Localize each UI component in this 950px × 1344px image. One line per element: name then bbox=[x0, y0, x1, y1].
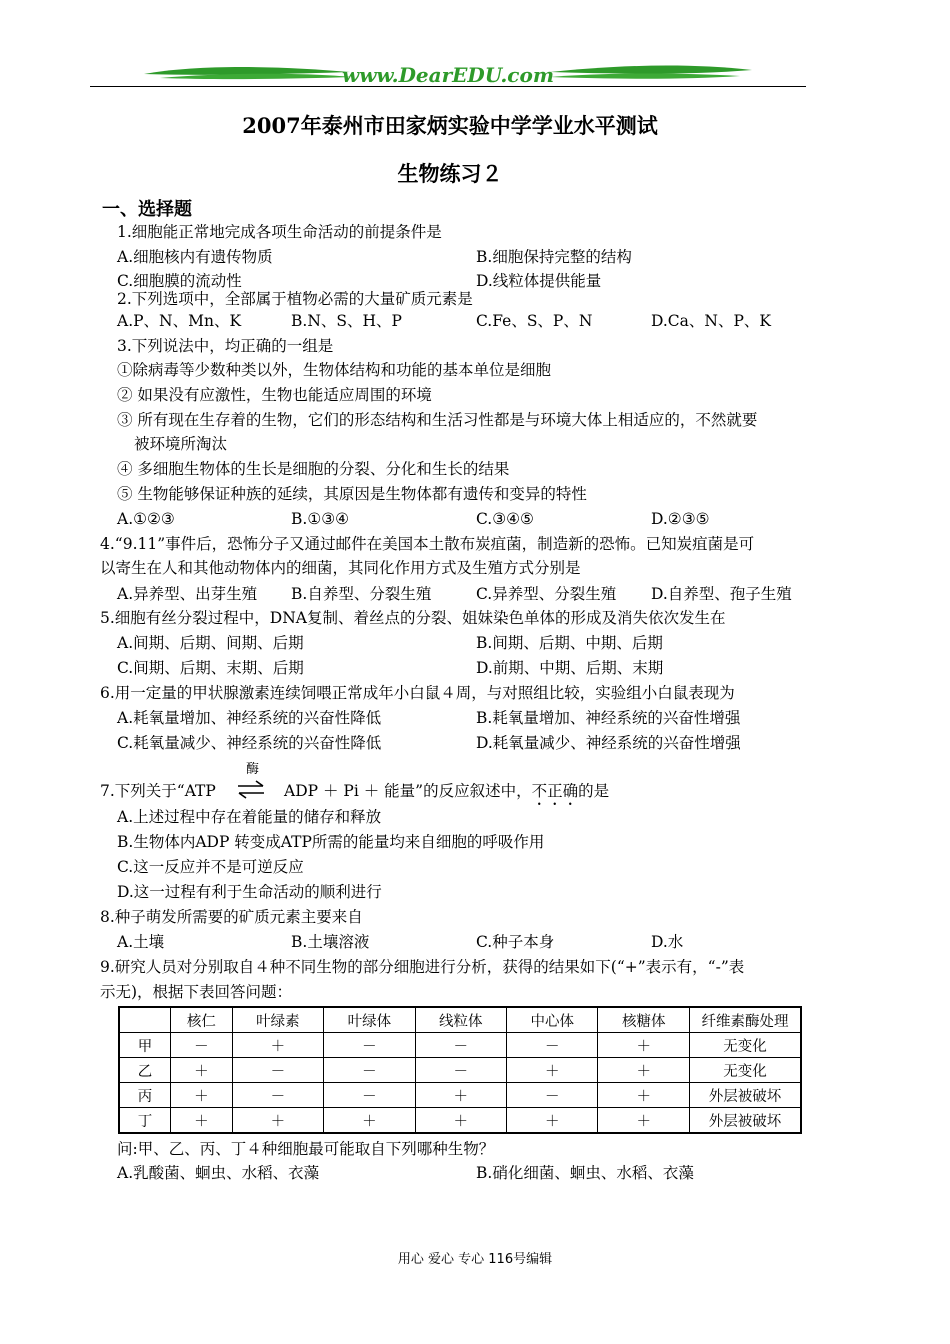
q8-stem: 8.种子萌发所需要的矿质元素主要来自 bbox=[100, 908, 363, 926]
q3-option-b: B.①③④ bbox=[291, 510, 350, 528]
q3-option-a: A.①②③ bbox=[117, 510, 175, 528]
q7-stem-end: 的是 bbox=[578, 782, 610, 800]
table-cell: ＋ bbox=[415, 1108, 506, 1134]
table-cell: － bbox=[232, 1083, 323, 1108]
table-cell: － bbox=[324, 1033, 415, 1058]
table-cell: ＋ bbox=[507, 1058, 598, 1083]
table-cell: － bbox=[324, 1083, 415, 1108]
site-url: www.DearEDU.com bbox=[341, 63, 555, 87]
table-cell: ＋ bbox=[232, 1033, 323, 1058]
section-heading: 一、选择题 bbox=[102, 199, 192, 220]
q9-option-b: B.硝化细菌、蛔虫、水稻、衣藻 bbox=[476, 1164, 694, 1182]
table-header-cell: 核糖体 bbox=[598, 1007, 690, 1033]
q2-stem: 2.下列选项中，全部属于植物必需的大量矿质元素是 bbox=[117, 290, 473, 308]
table-cell: ＋ bbox=[171, 1058, 233, 1083]
q7-option-a: A.上述过程中存在着能量的储存和释放 bbox=[117, 808, 382, 826]
table-cell: ＋ bbox=[598, 1108, 690, 1134]
table-header-row bbox=[119, 1007, 801, 1033]
q3-statement-5: ⑤ 生物能够保证种族的延续，其原因是生物体都有遗传和变异的特性 bbox=[117, 485, 587, 503]
table-cell: ＋ bbox=[324, 1108, 415, 1134]
header-rule bbox=[90, 86, 806, 87]
table-cell: 丙 bbox=[119, 1083, 171, 1108]
table-cell: 丁 bbox=[119, 1108, 171, 1134]
table-cell: － bbox=[415, 1058, 506, 1083]
reversible-arrow-icon bbox=[236, 778, 266, 802]
q8-option-b: B.土壤溶液 bbox=[291, 933, 370, 951]
table-row bbox=[119, 1058, 801, 1083]
table-cell: － bbox=[232, 1058, 323, 1083]
q5-option-b: B.间期、后期、中期、后期 bbox=[476, 634, 663, 652]
table-cell: 外层被破坏 bbox=[690, 1108, 802, 1134]
q2-option-d: D.Ca、N、P、K bbox=[651, 312, 771, 330]
q3-statement-3-cont: 被环境所淘汰 bbox=[134, 435, 228, 453]
q7-option-d: D.这一过程有利于生命活动的顺利进行 bbox=[117, 883, 382, 901]
table-cell: 外层被破坏 bbox=[690, 1083, 802, 1108]
q1-option-c: C.细胞膜的流动性 bbox=[117, 272, 242, 290]
table-row bbox=[119, 1033, 801, 1058]
table-header-cell: 线粒体 bbox=[415, 1007, 506, 1033]
q7-option-c: C.这一反应并不是可逆反应 bbox=[117, 858, 304, 876]
q6-option-c: C.耗氧量减少、神经系统的兴奋性降低 bbox=[117, 734, 382, 752]
table-cell: 无变化 bbox=[690, 1033, 802, 1058]
q9-stem-cont: 示无)，根据下表回答问题： bbox=[100, 983, 293, 1001]
q3-option-c: C.③④⑤ bbox=[476, 510, 534, 528]
table-header-cell: 纤维素酶处理 bbox=[690, 1007, 802, 1033]
table-cell: ＋ bbox=[171, 1108, 233, 1134]
q3-statement-1: ①除病毒等少数种类以外，生物体结构和功能的基本单位是细胞 bbox=[117, 361, 552, 379]
q2-option-c: C.Fe、S、P、N bbox=[476, 312, 593, 330]
q9-option-a: A.乳酸菌、蛔虫、水稻、衣藻 bbox=[117, 1164, 320, 1182]
table-header-cell bbox=[119, 1007, 171, 1033]
table-cell: 甲 bbox=[119, 1033, 171, 1058]
page-title: 2007年泰州市田家炳实验中学学业水平测试 bbox=[242, 113, 658, 138]
table-cell: ＋ bbox=[171, 1083, 233, 1108]
q3-statement-2: ② 如果没有应激性，生物也能适应周围的环境 bbox=[117, 386, 432, 404]
q6-stem: 6.用一定量的甲状腺激素连续饲喂正常成年小白鼠４周，与对照组比较，实验组小白鼠表现为 bbox=[100, 684, 735, 702]
table-header-cell: 核仁 bbox=[171, 1007, 233, 1033]
q4-stem: 4.“9.11”事件后，恐怖分子又通过邮件在美国本土散布炭疽菌，制造新的恐怖。已知炭疽菌是可 bbox=[100, 535, 755, 553]
q5-option-c: C.间期、后期、末期、后期 bbox=[117, 659, 304, 677]
q4-option-b: B.自养型、分裂生殖 bbox=[291, 585, 432, 603]
q4-option-c: C.异养型、分裂生殖 bbox=[476, 585, 617, 603]
table-cell: － bbox=[507, 1033, 598, 1058]
q9-stem: 9.研究人员对分别取自４种不同生物的部分细胞进行分析，获得的结果如下(“+”表示有，“-”表 bbox=[100, 958, 745, 976]
banner-right-swoosh-2 bbox=[550, 73, 740, 78]
table-cell: 乙 bbox=[119, 1058, 171, 1083]
table-cell: － bbox=[507, 1083, 598, 1108]
table-header-cell: 叶绿素 bbox=[232, 1007, 323, 1033]
q7-emphasis: 不正确 bbox=[531, 782, 579, 800]
q6-option-b: B.耗氧量增加、神经系统的兴奋性增强 bbox=[476, 709, 741, 727]
q8-option-c: C.种子本身 bbox=[476, 933, 555, 951]
q7-stem-post: ADP ＋ Pi ＋ 能量”的反应叙述中， bbox=[284, 782, 532, 800]
q7-enzyme-label: 酶 bbox=[246, 762, 260, 777]
table-cell: 无变化 bbox=[690, 1058, 802, 1083]
q1-stem: 1.细胞能正常地完成各项生命活动的前提条件是 bbox=[117, 223, 442, 241]
table-cell: ＋ bbox=[598, 1058, 690, 1083]
table-cell: ＋ bbox=[232, 1108, 323, 1134]
q5-option-d: D.前期、中期、后期、末期 bbox=[476, 659, 664, 677]
banner-left-swoosh bbox=[144, 67, 350, 75]
table-cell: ＋ bbox=[507, 1108, 598, 1134]
table-cell: － bbox=[415, 1033, 506, 1058]
table-cell: － bbox=[171, 1033, 233, 1058]
page-subtitle: 生物练习２ bbox=[397, 161, 503, 186]
banner-right-swoosh bbox=[550, 66, 752, 74]
q3-option-d: D.②③⑤ bbox=[651, 510, 710, 528]
q1-option-b: B.细胞保持完整的结构 bbox=[476, 248, 632, 266]
q3-statement-4: ④ 多细胞生物体的生长是细胞的分裂、分化和生长的结果 bbox=[117, 460, 510, 478]
q7-stem-pre: 7.下列关于“ATP bbox=[100, 782, 216, 800]
q8-option-a: A.土壤 bbox=[117, 933, 165, 951]
table-cell: － bbox=[324, 1058, 415, 1083]
page-footer: 用心 爱心 专心 116号编辑 bbox=[397, 1252, 553, 1267]
table-row bbox=[119, 1083, 801, 1108]
q9-question: 问:甲、乙、丙、丁４种细胞最可能取自下列哪种生物？ bbox=[117, 1140, 495, 1158]
q1-option-a: A.细胞核内有遗传物质 bbox=[117, 248, 273, 266]
q3-stem: 3.下列说法中，均正确的一组是 bbox=[117, 337, 334, 355]
q2-option-b: B.N、S、H、P bbox=[291, 312, 402, 330]
table-cell: ＋ bbox=[598, 1083, 690, 1108]
q7-option-b: B.生物体内ADP 转变成ATP所需的能量均来自细胞的呼吸作用 bbox=[117, 833, 545, 851]
q7-stem-main bbox=[284, 780, 609, 809]
table-cell: ＋ bbox=[415, 1083, 506, 1108]
q3-statement-3: ③ 所有现在生存着的生物，它们的形态结构和生活习性都是与环境大体上相适应的，不然就要 bbox=[117, 411, 758, 429]
table-header-cell: 中心体 bbox=[507, 1007, 598, 1033]
table-cell: ＋ bbox=[598, 1033, 690, 1058]
q9-results-table bbox=[118, 1006, 802, 1134]
q4-stem-cont: 以寄生在人和其他动物体内的细菌，其同化作用方式及生殖方式分别是 bbox=[100, 559, 581, 577]
q5-option-a: A.间期、后期、间期、后期 bbox=[117, 634, 304, 652]
q5-stem: 5.细胞有丝分裂过程中，DNA复制、着丝点的分裂、姐妹染色单体的形成及消失依次发生在 bbox=[100, 609, 726, 627]
q6-option-d: D.耗氧量减少、神经系统的兴奋性增强 bbox=[476, 734, 741, 752]
q2-option-a: A.P、N、Mn、K bbox=[117, 312, 242, 330]
q6-option-a: A.耗氧量增加、神经系统的兴奋性降低 bbox=[117, 709, 382, 727]
q8-option-d: D.水 bbox=[651, 933, 684, 951]
table-row bbox=[119, 1108, 801, 1134]
q1-option-d: D.线粒体提供能量 bbox=[476, 272, 602, 290]
q4-option-d: D.自养型、孢子生殖 bbox=[651, 585, 792, 603]
table-header-cell: 叶绿体 bbox=[324, 1007, 415, 1033]
q4-option-a: A.异养型、出芽生殖 bbox=[117, 585, 258, 603]
